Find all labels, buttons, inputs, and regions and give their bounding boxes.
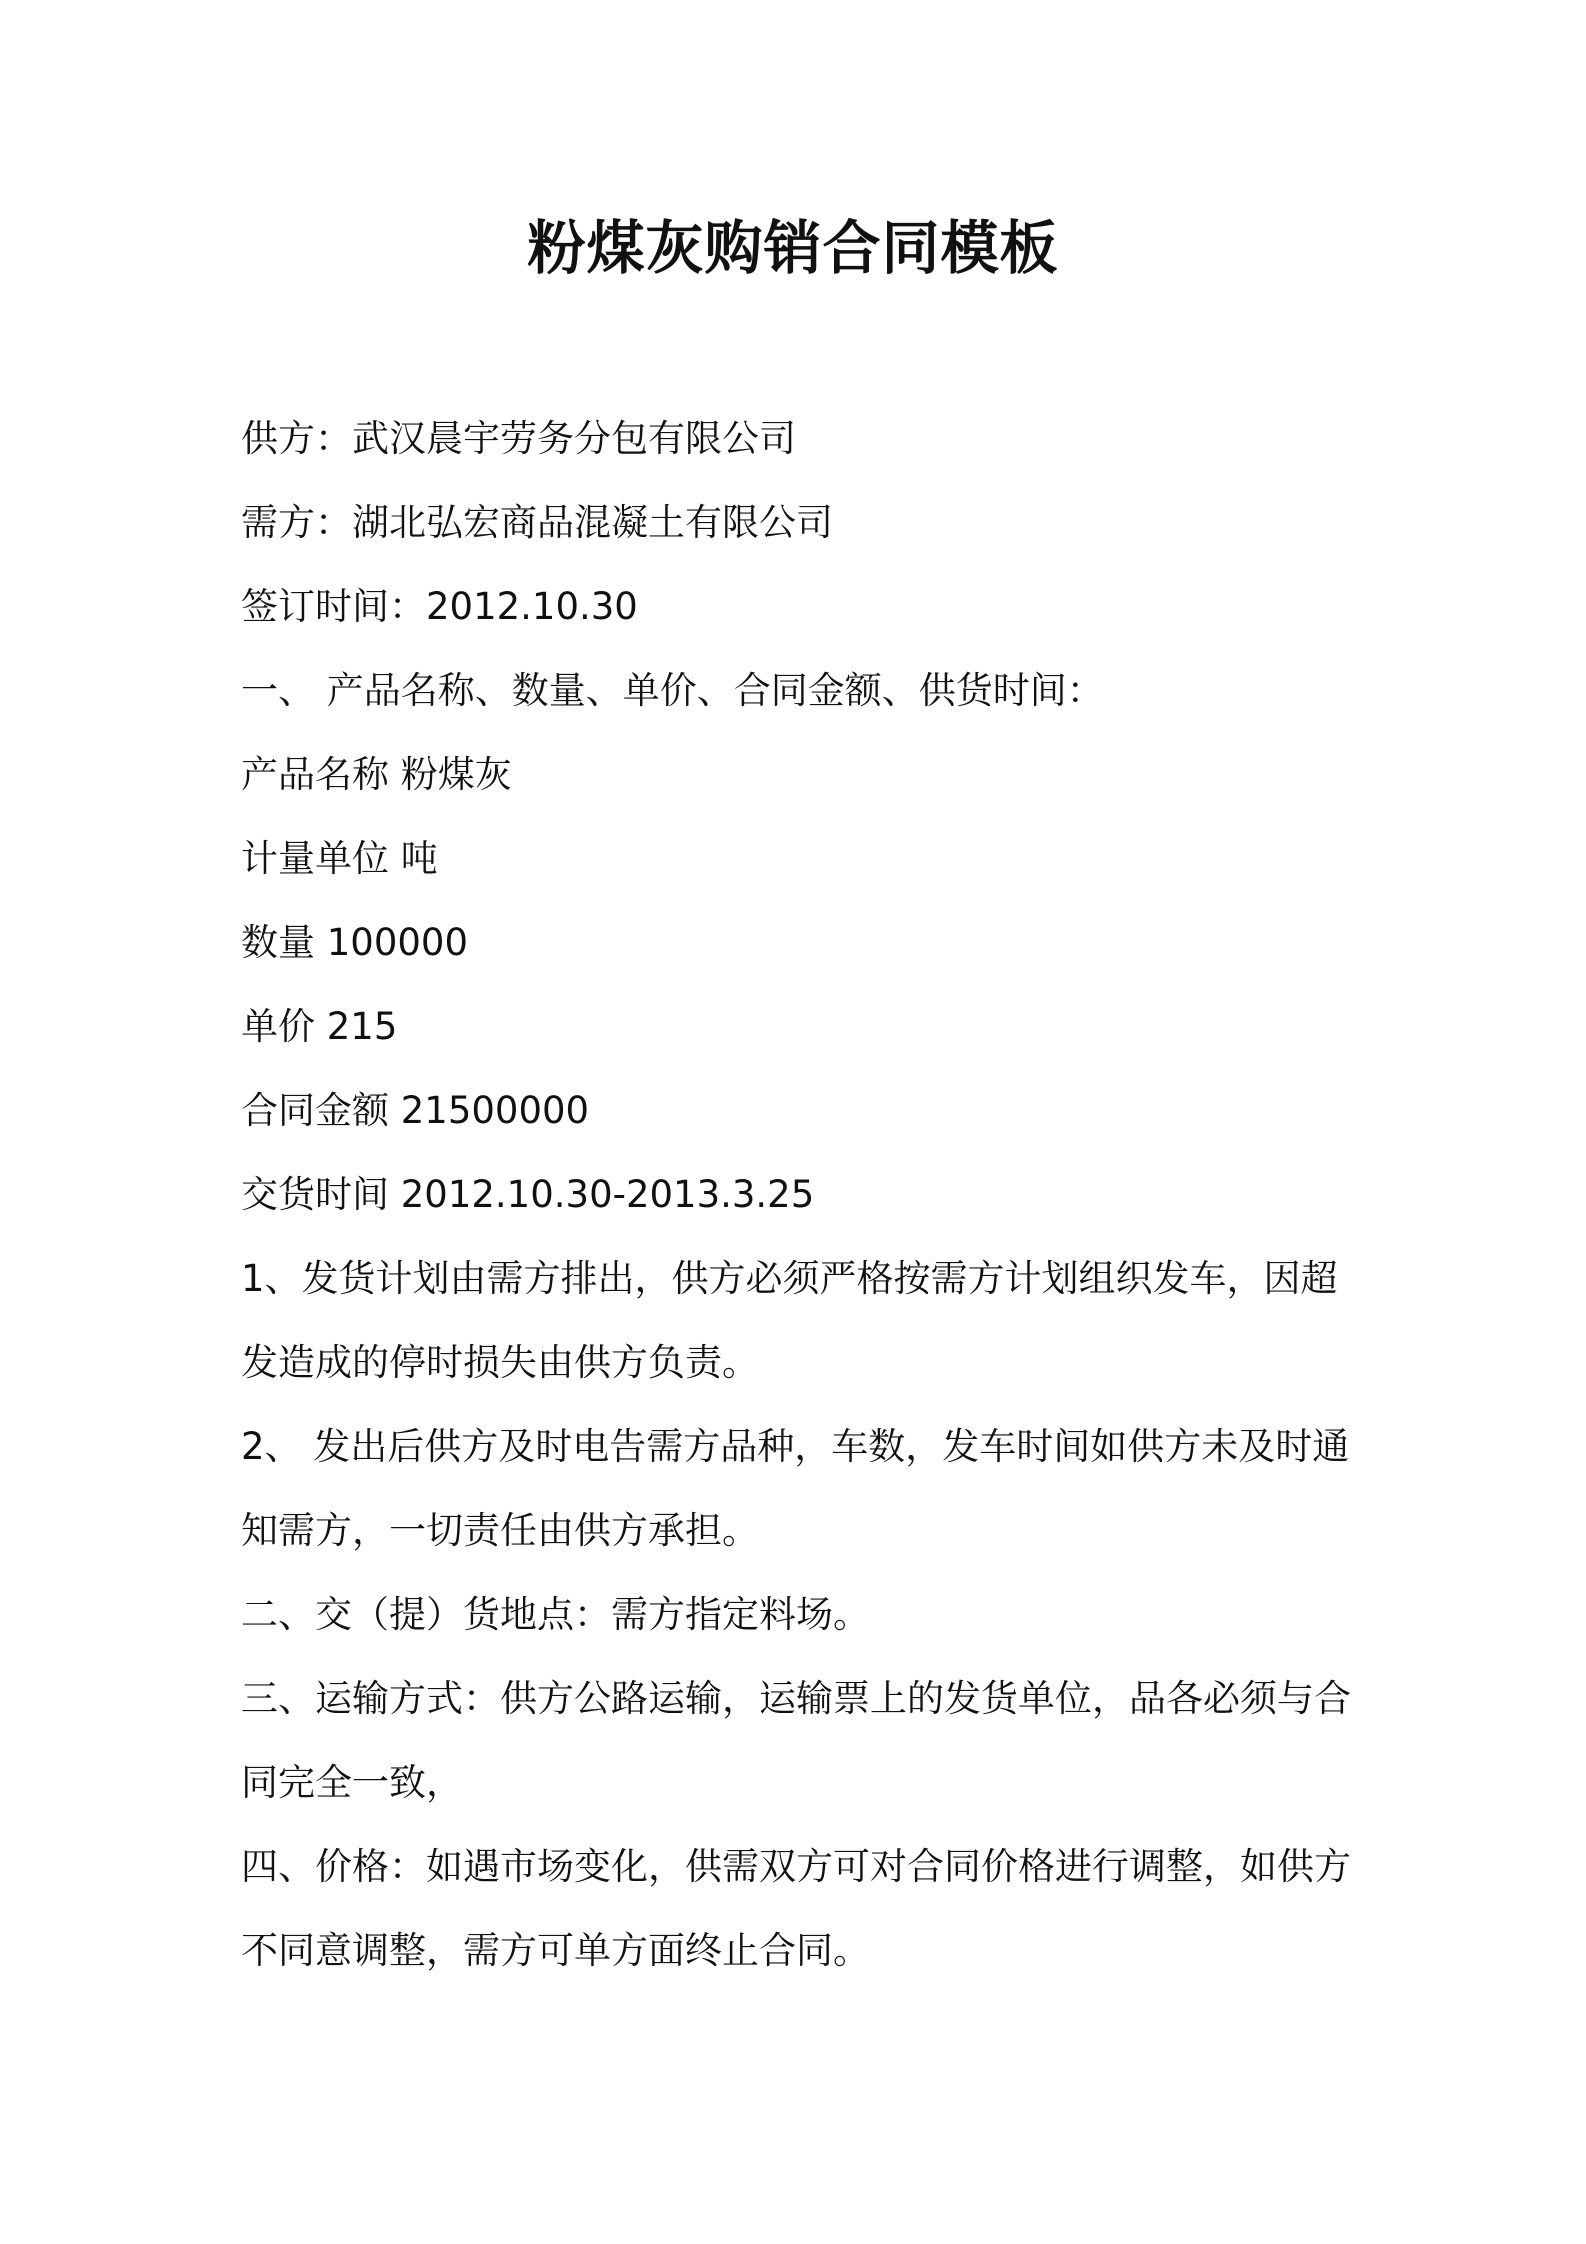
unit-line: 计量单位 吨	[241, 837, 438, 880]
quantity-line: 数量 100000	[241, 921, 469, 964]
contract-body	[241, 397, 1361, 1993]
section-four-line-1: 四、价格：如遇市场变化，供需双方可对合同价格进行调整，如供方	[241, 1845, 1351, 1888]
document-title: 粉煤灰购销合同模板	[527, 214, 1059, 282]
section-three-line-1: 三、运输方式：供方公路运输，运输票上的发货单位，品各必须与合	[241, 1677, 1351, 1720]
signing-date-line: 签订时间：2012.10.30	[241, 585, 638, 628]
supplier-line: 供方：武汉晨宇劳务分包有限公司	[241, 417, 796, 460]
clause-2-line-2: 知需方，一切责任由供方承担。	[241, 1509, 759, 1552]
clause-1-line-1: 1、发货计划由需方排出，供方必须严格按需方计划组织发车，因超	[241, 1257, 1338, 1300]
section-four-line-2: 不同意调整，需方可单方面终止合同。	[241, 1929, 870, 1972]
product-name-line: 产品名称 粉煤灰	[241, 753, 512, 796]
clause-2-line-1: 2、 发出后供方及时电告需方品种，车数，发车时间如供方未及时通	[241, 1425, 1350, 1468]
section-two-line: 二、交（提）货地点：需方指定料场。	[241, 1593, 870, 1636]
delivery-time-line: 交货时间 2012.10.30-2013.3.25	[241, 1173, 815, 1216]
clause-1-line-2: 发造成的停时损失由供方负责。	[241, 1341, 759, 1384]
section-three-line-2: 同完全一致，	[241, 1761, 463, 1804]
buyer-line: 需方：湖北弘宏商品混凝土有限公司	[241, 501, 833, 544]
section-one-heading: 一、 产品名称、数量、单价、合同金额、供货时间：	[241, 669, 1104, 712]
contract-amount-line: 合同金额 21500000	[241, 1089, 590, 1132]
unit-price-line: 单价 215	[241, 1005, 398, 1048]
